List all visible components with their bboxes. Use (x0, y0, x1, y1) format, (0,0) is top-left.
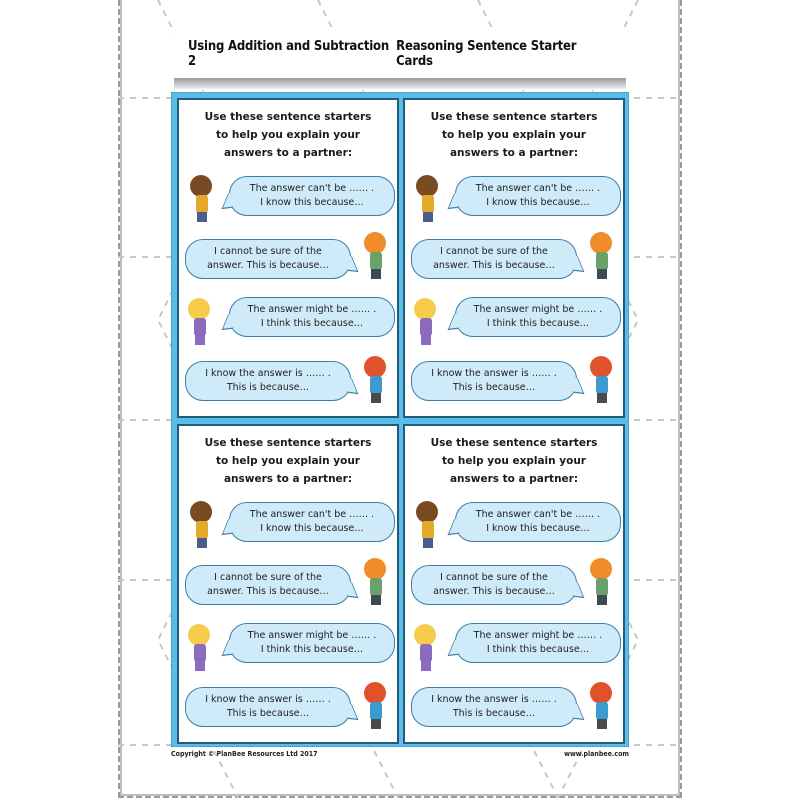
girl-orange-hair-icon (587, 232, 617, 280)
bubble-line: I think this because… (260, 644, 364, 655)
resource-title: Reasoning Sentence Starter Cards (396, 39, 577, 69)
sentence-starter-card (177, 424, 399, 744)
bubble-line: I know this because… (486, 197, 590, 208)
bubble-line: I cannot be sure of the (440, 246, 548, 257)
girl-blonde-hair-icon (185, 624, 215, 672)
speech-bubble (229, 502, 395, 542)
boy-red-hair-icon (361, 356, 391, 404)
speech-bubble (411, 239, 577, 279)
bubble-line: This is because… (226, 708, 310, 719)
bubble-line: This is because… (452, 382, 536, 393)
speech-bubble (185, 687, 351, 727)
bubble-line: The answer can't be …… . (475, 509, 601, 520)
speech-bubble (455, 502, 621, 542)
boy-brown-hair-icon (413, 175, 443, 223)
girl-orange-hair-icon (361, 558, 391, 606)
page-footer (171, 750, 629, 758)
bubble-line: answer. This is because… (433, 586, 555, 597)
boy-red-hair-icon (587, 682, 617, 730)
card-instructions: Use these sentence starters to help you explain your answers to a partner: (204, 111, 372, 159)
boy-red-hair-icon (587, 356, 617, 404)
speech-bubble (455, 623, 621, 663)
bubble-line: I know the answer is …… . (205, 368, 331, 379)
copyright-text: Copyright © PlanBee Resources Ltd 2017 (171, 750, 318, 758)
bubble-line: This is because… (226, 382, 310, 393)
boy-brown-hair-icon (187, 175, 217, 223)
card-sheet (171, 92, 629, 747)
bubble-line: The answer can't be …… . (249, 183, 375, 194)
sentence-starter-card (177, 98, 399, 418)
bubble-line: I think this because… (260, 318, 364, 329)
bubble-line: I know this because… (260, 523, 364, 534)
bubble-line: answer. This is because… (433, 260, 555, 271)
girl-blonde-hair-icon (411, 624, 441, 672)
lesson-title: Using Addition and Subtraction 2 (188, 39, 389, 69)
speech-bubble (455, 297, 621, 337)
bubble-line: The answer might be …… . (247, 304, 377, 315)
bubble-line: This is because… (452, 708, 536, 719)
speech-bubble (185, 361, 351, 401)
bubble-line: I know this because… (260, 197, 364, 208)
girl-blonde-hair-icon (185, 298, 215, 346)
bubble-line: I know the answer is …… . (431, 694, 557, 705)
speech-bubble (411, 687, 577, 727)
page-header (174, 30, 626, 78)
bubble-line: The answer might be …… . (247, 630, 377, 641)
bubble-line: I think this because… (486, 318, 590, 329)
bubble-line: I cannot be sure of the (214, 572, 322, 583)
speech-bubble (185, 239, 351, 279)
boy-red-hair-icon (361, 682, 391, 730)
card-instructions: Use these sentence starters to help you explain your answers to a partner: (204, 437, 372, 485)
bubble-line: I cannot be sure of the (214, 246, 322, 257)
boy-brown-hair-icon (413, 501, 443, 549)
bubble-line: The answer might be …… . (473, 630, 603, 641)
bubble-line: The answer can't be …… . (475, 183, 601, 194)
speech-bubble (229, 623, 395, 663)
speech-bubble (185, 565, 351, 605)
website-link[interactable]: www.planbee.com (564, 750, 629, 758)
girl-orange-hair-icon (587, 558, 617, 606)
bubble-line: answer. This is because… (207, 260, 329, 271)
sentence-starter-card (403, 98, 625, 418)
bubble-line: The answer can't be …… . (249, 509, 375, 520)
header-shadow (174, 78, 626, 90)
card-instructions: Use these sentence starters to help you explain your answers to a partner: (430, 437, 598, 485)
sentence-starter-card (403, 424, 625, 744)
bubble-line: I know the answer is …… . (205, 694, 331, 705)
bubble-line: The answer might be …… . (473, 304, 603, 315)
speech-bubble (411, 565, 577, 605)
boy-brown-hair-icon (187, 501, 217, 549)
speech-bubble (411, 361, 577, 401)
speech-bubble (229, 297, 395, 337)
girl-blonde-hair-icon (411, 298, 441, 346)
bubble-line: I know this because… (486, 523, 590, 534)
bubble-line: I think this because… (486, 644, 590, 655)
bubble-line: I cannot be sure of the (440, 572, 548, 583)
speech-bubble (229, 176, 395, 216)
bubble-line: answer. This is because… (207, 586, 329, 597)
girl-orange-hair-icon (361, 232, 391, 280)
card-instructions: Use these sentence starters to help you explain your answers to a partner: (430, 111, 598, 159)
bubble-line: I know the answer is …… . (431, 368, 557, 379)
speech-bubble (455, 176, 621, 216)
